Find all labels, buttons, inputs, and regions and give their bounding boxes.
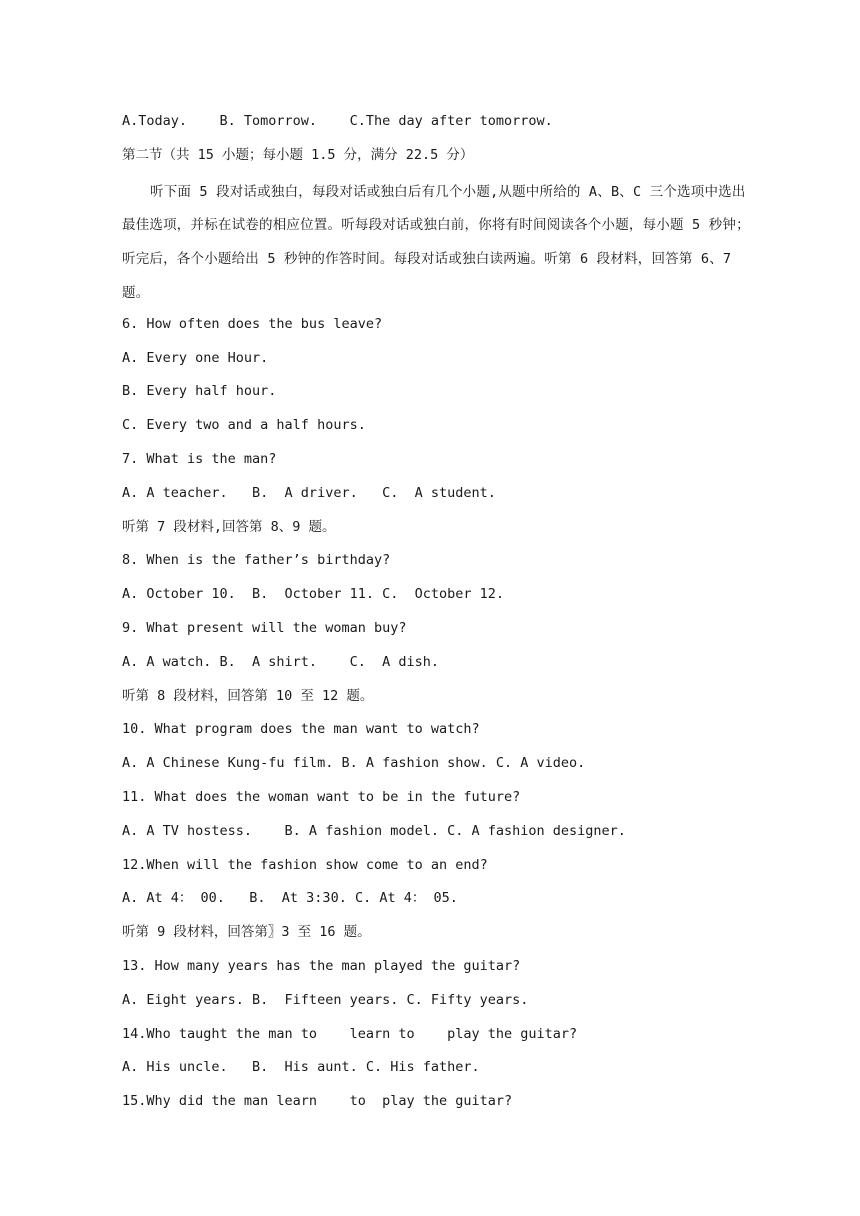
material-9-instruction: 听第 9 段材料，回答第〗3 至 16 题。 <box>122 924 371 941</box>
question-12-options: A. At 4： 00. B. At 3:30. C. At 4： 05. <box>122 890 458 907</box>
question-14: 14.Who taught the man to learn to play the guitar? <box>122 1025 578 1042</box>
question-9-options: A. A watch. B. A shirt. C. A dish. <box>122 653 439 670</box>
section-heading: 第二节（共 15 小题；每小题 1.5 分，满分 22.5 分） <box>122 146 474 163</box>
question-8-options: A. October 10. B. October 11. C. October 12. <box>122 586 505 603</box>
page-content <box>122 108 752 1122</box>
question-6: 6. How often does the bus leave? <box>122 315 383 332</box>
question-13: 13. How many years has the man played the guitar? <box>122 957 521 974</box>
question-11-options: A. A TV hostess. B. A fashion model. C. A fashion designer. <box>122 822 626 839</box>
question-7-options: A. A teacher. B. A driver. C. A student. <box>122 484 496 501</box>
question-13-options: A. Eight years. B. Fifteen years. C. Fifty years. <box>122 991 529 1008</box>
material-8-instruction: 听第 8 段材料，回答第 10 至 12 题。 <box>122 687 374 704</box>
question-10: 10. What program does the man want to watch? <box>122 721 480 738</box>
material-7-instruction: 听第 7 段材料,回答第 8、9 题。 <box>122 518 336 535</box>
answer-options-5: A.Today. B. Tomorrow. C.The day after tomorrow. <box>122 113 553 129</box>
section-instructions: 听下面 5 段对话或独白，每段对话或独白后有几个小题,从题中所给的 A、B、C 三个选项中选出最佳选项，并标在试卷的相应位置。听每段对话或独白前，你将有时间阅读各个小题，每小题 5 秒钟；听完后，各个小题给出 5 秒钟的作答时间。每段对话或独白读两遍。听第 6 段材料，回答第 6、7 题。 <box>122 183 750 301</box>
question-15: 15.Why did the man learn to play the guitar? <box>122 1093 513 1110</box>
question-6-option-a: A. Every one Hour. <box>122 349 269 366</box>
question-6-option-c: C. Every two and a half hours. <box>122 417 366 434</box>
question-14-options: A. His uncle. B. His aunt. C. His father. <box>122 1059 480 1076</box>
question-11: 11. What does the woman want to be in the future? <box>122 788 521 805</box>
question-6-option-b: B. Every half hour. <box>122 383 277 400</box>
question-7: 7. What is the man? <box>122 450 277 467</box>
question-12: 12.When will the fashion show come to an end? <box>122 856 488 873</box>
question-9: 9. What present will the woman buy? <box>122 619 407 636</box>
question-8: 8. When is the father’s birthday? <box>122 552 391 569</box>
question-10-options: A. A Chinese Kung-fu film. B. A fashion show. C. A video. <box>122 755 586 772</box>
